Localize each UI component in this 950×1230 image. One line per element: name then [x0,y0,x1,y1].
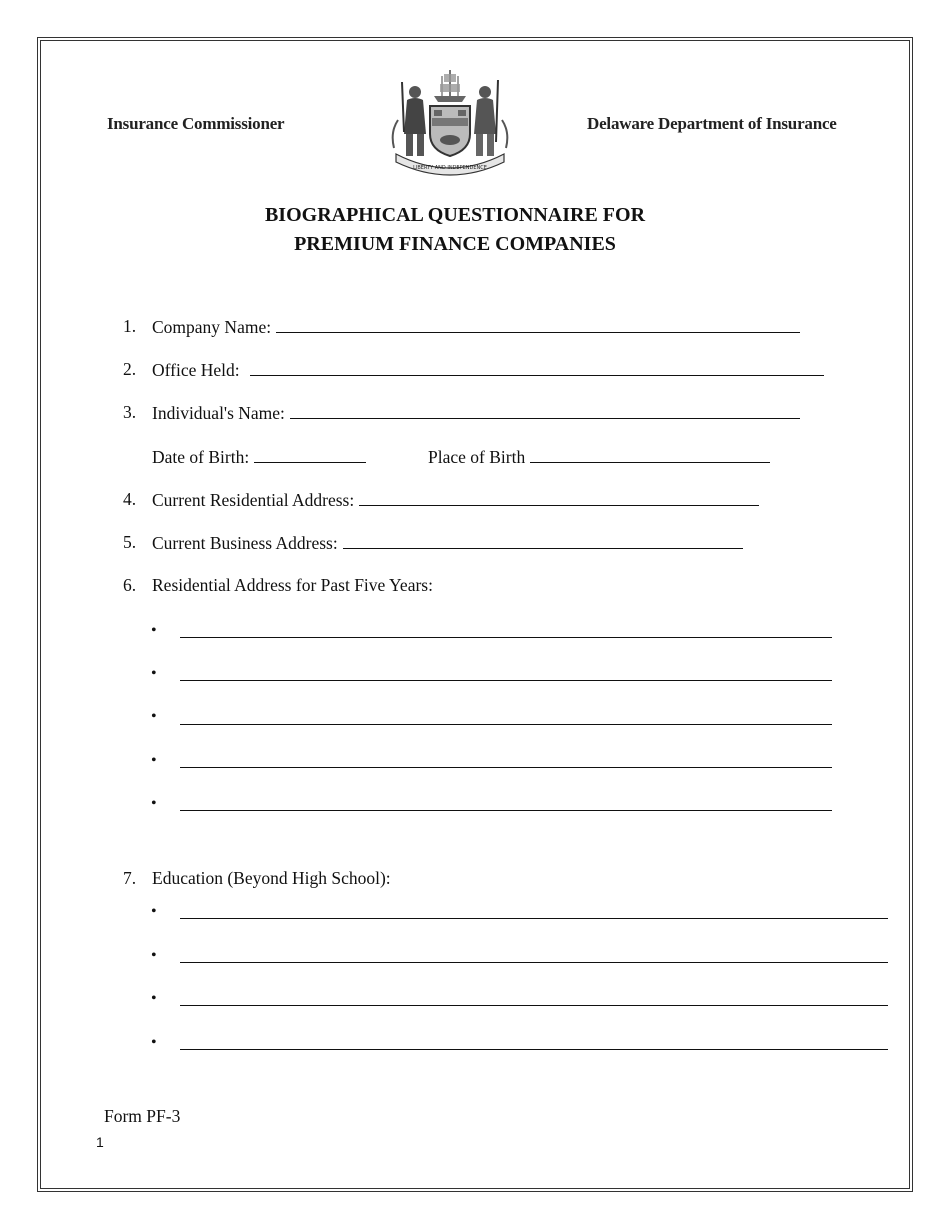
date-of-birth-field[interactable] [254,446,366,463]
past-address-field-3[interactable] [180,724,832,725]
bullet-icon: • [151,947,157,964]
past-address-field-1[interactable] [180,637,832,638]
delaware-state-seal-icon [388,62,512,178]
pob-row [428,446,770,468]
individual-name-field[interactable] [290,402,800,419]
q7-number: 7. [123,868,137,888]
form-id: Form PF-3 [104,1106,181,1126]
company-name-field[interactable] [276,316,800,333]
q4-number: 4. [123,489,137,509]
q6-label: Residential Address for Past Five Years: [152,575,433,595]
q3-label: Individual's Name: [152,403,285,423]
place-of-birth-field[interactable] [530,446,770,463]
residential-address-field[interactable] [359,489,759,506]
q2-label: Office Held: [152,360,240,380]
dob-row [152,446,366,468]
q5-label: Current Business Address: [152,533,338,553]
q5-number: 5. [123,532,137,552]
q6-number: 6. [123,575,137,595]
pob-label: Place of Birth [428,447,526,467]
past-address-field-4[interactable] [180,767,832,768]
q1-label: Company Name: [152,317,272,337]
bullet-icon: • [151,990,157,1007]
q2-number: 2. [123,359,137,379]
q2-row [152,359,824,381]
bullet-icon: • [151,795,157,812]
past-address-field-5[interactable] [180,810,832,811]
bullet-icon: • [151,708,157,725]
bullet-icon: • [151,665,157,682]
bullet-icon: • [151,903,157,920]
q3-row [152,402,800,424]
document-title-line-1: BIOGRAPHICAL QUESTIONNAIRE FOR [264,204,646,226]
q7-label: Education (Beyond High School): [152,868,391,888]
office-held-field[interactable] [250,359,824,376]
q4-label: Current Residential Address: [152,490,355,510]
education-field-4[interactable] [180,1049,888,1050]
q4-row [152,489,759,511]
education-field-2[interactable] [180,962,888,963]
q1-number: 1. [123,316,137,336]
header-left-text: Insurance Commissioner [107,114,285,133]
bullet-icon: • [151,752,157,769]
dob-label: Date of Birth: [152,447,250,467]
q5-row [152,532,743,554]
svg-text:LIBERTY AND INDEPENDENCE: LIBERTY AND INDEPENDENCE [413,165,487,171]
q7-row [152,868,391,889]
past-address-field-2[interactable] [180,680,832,681]
education-field-3[interactable] [180,1005,888,1006]
header-right-text: Delaware Department of Insurance [587,114,837,133]
document-title-line-2: PREMIUM FINANCE COMPANIES [294,233,616,255]
q6-row [152,575,433,596]
page-number: 1 [96,1134,104,1150]
bullet-icon: • [151,622,157,639]
q3-number: 3. [123,402,137,422]
bullet-icon: • [151,1034,157,1051]
education-field-1[interactable] [180,918,888,919]
business-address-field[interactable] [343,532,743,549]
q1-row [152,316,800,338]
